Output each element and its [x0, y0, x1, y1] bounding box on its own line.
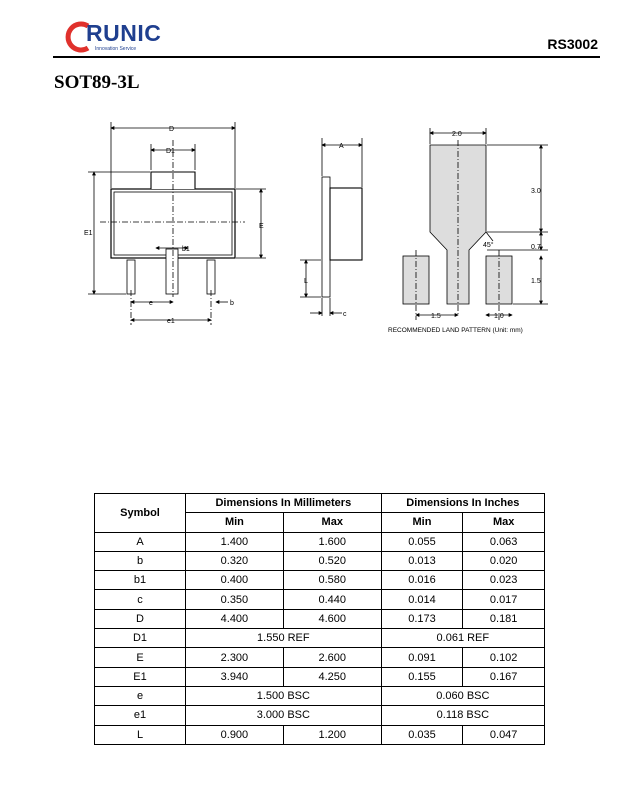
package-outline-drawing	[0, 0, 636, 345]
mm-min-cell: 0.900	[186, 725, 284, 744]
mm-min-cell: 1.400	[186, 532, 284, 551]
table-row	[95, 667, 545, 686]
symbol-cell: e	[95, 686, 186, 705]
mm-span-cell: 1.550 REF	[186, 629, 382, 648]
in-min-cell: 0.055	[381, 532, 463, 551]
table-row	[95, 551, 545, 570]
symbol-cell: b1	[95, 571, 186, 590]
in-min-cell: 0.013	[381, 551, 463, 570]
mm-max-cell: 4.250	[283, 667, 381, 686]
logo-tagline: Innovation Service	[95, 46, 137, 52]
dim-label-e: e	[149, 300, 153, 307]
dim-label-D: D	[169, 126, 175, 133]
mm-max-cell: 0.440	[283, 590, 381, 609]
mm-min-cell: 0.320	[186, 551, 284, 570]
mm-max-cell: 2.600	[283, 648, 381, 667]
land-gap: 0.7	[531, 244, 541, 251]
table-row	[95, 686, 545, 705]
in-span-cell: 0.060 BSC	[381, 686, 544, 705]
land-width-top: 2.0	[452, 131, 462, 138]
mm-header: Dimensions In Millimeters	[186, 494, 382, 513]
in-max-header: Max	[463, 513, 545, 532]
symbol-cell: L	[95, 725, 186, 744]
in-span-cell: 0.061 REF	[381, 629, 544, 648]
dim-label-E1: E1	[84, 230, 93, 237]
mm-max-cell: 4.600	[283, 609, 381, 628]
symbol-cell: E	[95, 648, 186, 667]
dim-label-L: L	[304, 278, 308, 285]
land-pattern-caption: RECOMMENDED LAND PATTERN (Unit: mm)	[388, 327, 523, 334]
mm-min-cell: 3.940	[186, 667, 284, 686]
in-max-cell: 0.017	[463, 590, 545, 609]
symbol-cell: D	[95, 609, 186, 628]
dim-label-e1: e1	[167, 318, 175, 325]
land-height-top: 3.0	[531, 188, 541, 195]
in-max-cell: 0.063	[463, 532, 545, 551]
symbol-header: Symbol	[95, 494, 186, 533]
mm-min-header: Min	[186, 513, 284, 532]
dim-label-E: E	[259, 223, 264, 230]
side-view	[300, 138, 362, 316]
land-pitch: 1.5	[431, 313, 441, 320]
land-pattern	[403, 128, 548, 320]
mm-max-cell: 0.520	[283, 551, 381, 570]
logo-wordmark: RUNIC	[86, 20, 162, 46]
dimension-table	[94, 493, 545, 745]
symbol-cell: e1	[95, 706, 186, 725]
land-pad-width: 1.0	[494, 313, 504, 320]
dim-label-D1: D1	[166, 148, 175, 155]
mm-span-cell: 1.500 BSC	[186, 686, 382, 705]
mm-min-cell: 0.350	[186, 590, 284, 609]
in-min-cell: 0.035	[381, 725, 463, 744]
mm-max-cell: 1.200	[283, 725, 381, 744]
in-min-cell: 0.173	[381, 609, 463, 628]
symbol-cell: A	[95, 532, 186, 551]
land-angle: 45°	[483, 242, 494, 249]
mm-min-cell: 0.400	[186, 571, 284, 590]
table-row	[95, 706, 545, 725]
dim-label-b: b	[230, 300, 234, 307]
symbol-cell: c	[95, 590, 186, 609]
symbol-cell: E1	[95, 667, 186, 686]
table-row	[95, 725, 545, 744]
in-min-cell: 0.091	[381, 648, 463, 667]
in-span-cell: 0.118 BSC	[381, 706, 544, 725]
dim-label-b1: b1	[182, 246, 190, 253]
in-max-cell: 0.102	[463, 648, 545, 667]
table-row	[95, 590, 545, 609]
mm-span-cell: 3.000 BSC	[186, 706, 382, 725]
mm-max-header: Max	[283, 513, 381, 532]
in-header: Dimensions In Inches	[381, 494, 544, 513]
dim-label-A: A	[339, 143, 344, 150]
package-title: SOT89-3L	[54, 72, 140, 93]
table-row	[95, 629, 545, 648]
symbol-cell: b	[95, 551, 186, 570]
table-row	[95, 648, 545, 667]
symbol-cell: D1	[95, 629, 186, 648]
mm-max-cell: 1.600	[283, 532, 381, 551]
land-pad-height: 1.5	[531, 278, 541, 285]
dim-label-c: c	[343, 311, 347, 318]
mm-max-cell: 0.580	[283, 571, 381, 590]
in-min-cell: 0.016	[381, 571, 463, 590]
in-max-cell: 0.020	[463, 551, 545, 570]
in-max-cell: 0.181	[463, 609, 545, 628]
mm-min-cell: 2.300	[186, 648, 284, 667]
table-row	[95, 571, 545, 590]
table-row	[95, 532, 545, 551]
mm-min-cell: 4.400	[186, 609, 284, 628]
part-number: RS3002	[547, 36, 598, 52]
in-min-cell: 0.014	[381, 590, 463, 609]
table-row	[95, 609, 545, 628]
in-min-cell: 0.155	[381, 667, 463, 686]
in-min-header: Min	[381, 513, 463, 532]
in-max-cell: 0.023	[463, 571, 545, 590]
top-view	[88, 122, 266, 325]
in-max-cell: 0.167	[463, 667, 545, 686]
in-max-cell: 0.047	[463, 725, 545, 744]
